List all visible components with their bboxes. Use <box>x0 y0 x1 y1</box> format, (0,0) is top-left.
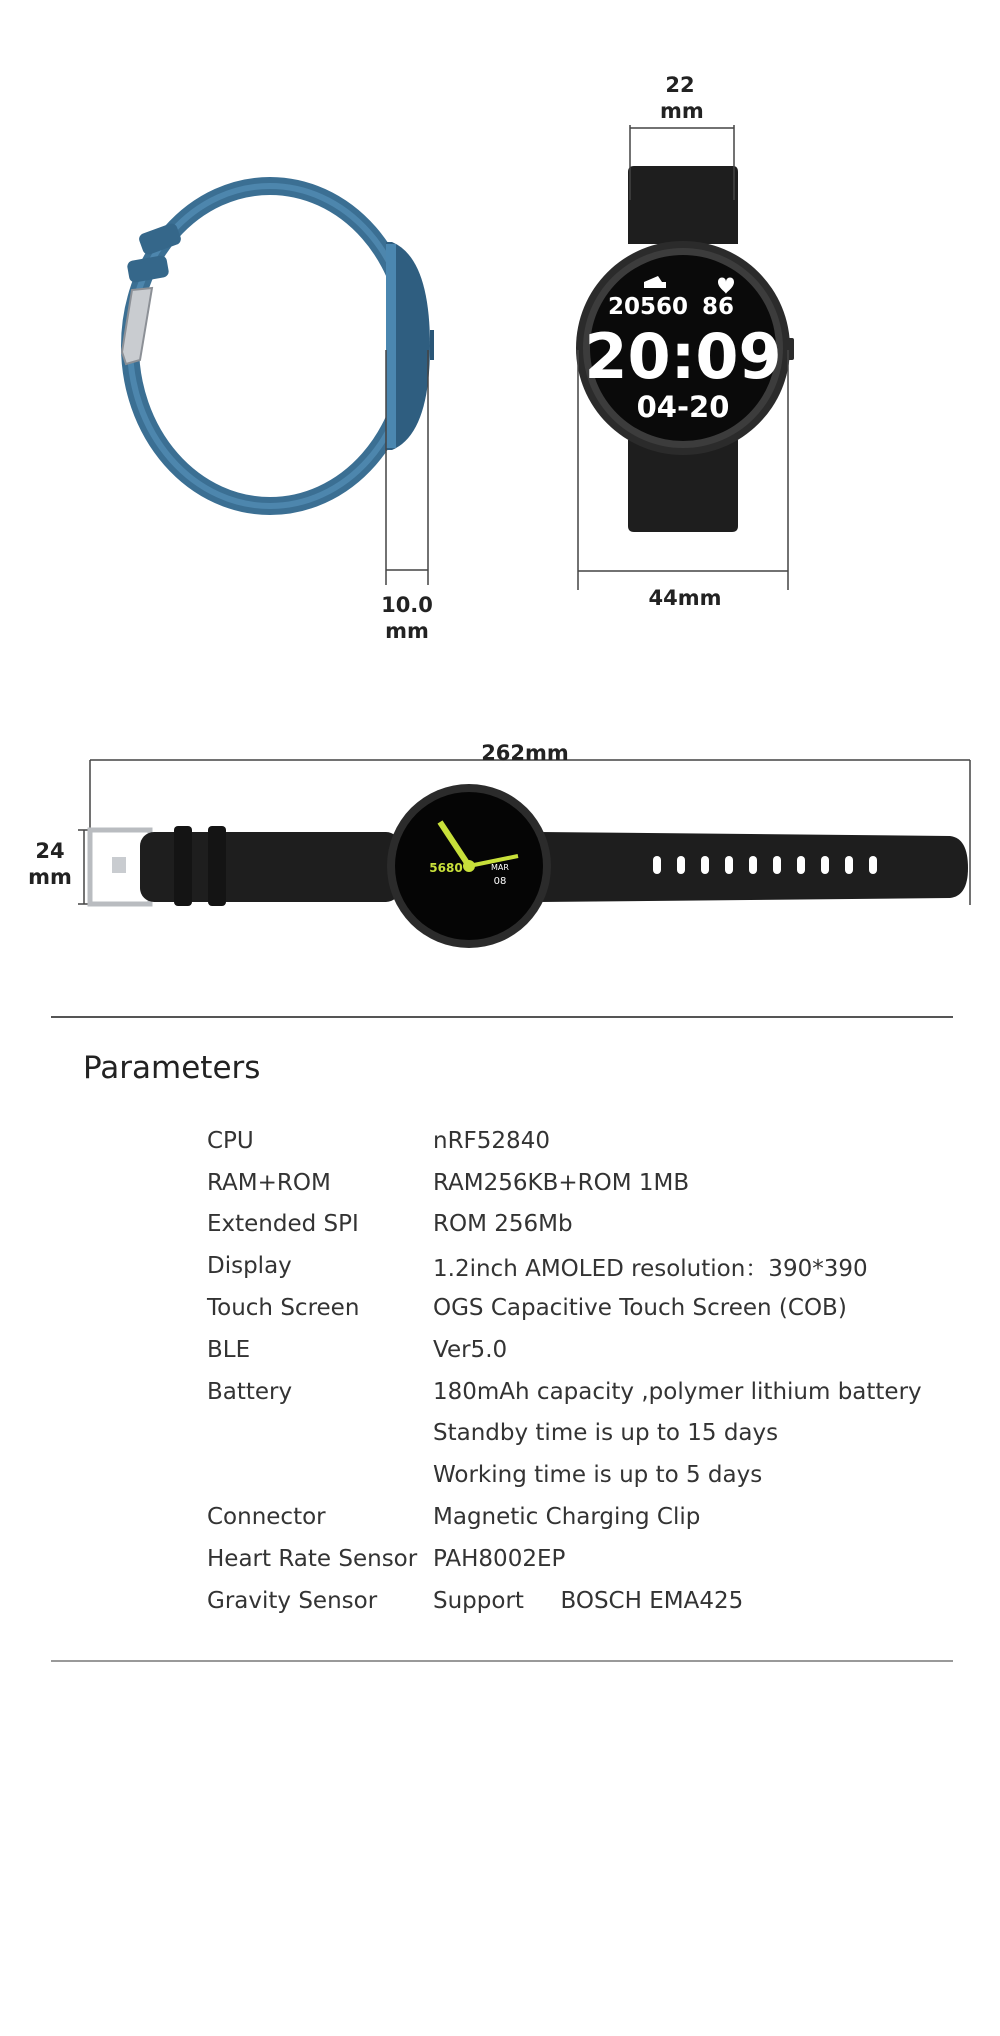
strap-hole <box>869 856 877 874</box>
parameter-row <box>207 1580 922 1622</box>
case-width-label: 44mm <box>648 586 722 610</box>
parameter-name: Touch Screen <box>207 1295 360 1322</box>
bottom-divider <box>51 1660 953 1662</box>
strap-hole <box>845 856 853 874</box>
parameter-name: RAM+ROM <box>207 1169 331 1196</box>
top-divider <box>51 1016 953 1018</box>
strap-watch-month: MAR <box>491 863 509 872</box>
strap-hole <box>653 856 661 874</box>
parameter-name: Heart Rate Sensor <box>207 1545 418 1572</box>
strap-hole <box>821 856 829 874</box>
parameter-row <box>207 1162 922 1204</box>
parameter-row <box>207 1329 922 1371</box>
parameter-value: ROM 256Mb <box>433 1211 573 1238</box>
parameter-name: BLE <box>207 1336 251 1363</box>
parameter-row <box>207 1538 922 1580</box>
watch-heart-rate: 86 <box>701 294 735 320</box>
watch-date: 04-20 <box>636 390 730 424</box>
parameters-table <box>207 1120 922 1622</box>
parameter-name: CPU <box>207 1127 254 1154</box>
parameter-row <box>207 1245 922 1287</box>
strap-watch-steps: 5680 <box>429 861 463 875</box>
thickness-label: 10.0 mm <box>381 593 433 643</box>
product-dimension-figure <box>0 0 1000 1000</box>
strap-hole <box>725 856 733 874</box>
parameter-value: Magnetic Charging Clip <box>433 1504 701 1531</box>
parameter-name: Gravity Sensor <box>207 1587 378 1614</box>
side-view-watch <box>122 186 434 506</box>
watch-steps: 20560 <box>607 294 689 320</box>
parameter-row <box>207 1413 922 1455</box>
parameter-value: Ver5.0 <box>433 1336 508 1363</box>
parameter-value: 1.2inch AMOLED resolution：390*390 <box>433 1255 868 1282</box>
strap-hole <box>701 856 709 874</box>
strap-hole <box>677 856 685 874</box>
watch-time: 20:09 <box>584 320 782 393</box>
parameter-value: Working time is up to 5 days <box>433 1462 763 1489</box>
strap-hole <box>773 856 781 874</box>
parameter-name: Connector <box>207 1504 326 1531</box>
strap-hole <box>797 856 805 874</box>
parameter-row <box>207 1120 922 1162</box>
parameter-value: Support BOSCH EMA425 <box>433 1587 744 1614</box>
parameter-value: nRF52840 <box>433 1127 550 1154</box>
parameter-name: Display <box>207 1253 292 1280</box>
strap-hole <box>749 856 757 874</box>
parameter-name: Battery <box>207 1378 293 1405</box>
parameter-row <box>207 1371 922 1413</box>
parameter-value: PAH8002EP <box>433 1545 566 1572</box>
flat-strap-watch <box>90 784 968 948</box>
strap-width-label: 24 mm <box>28 839 72 889</box>
parameters-title: Parameters <box>83 1050 261 1086</box>
strap-watch-day: 08 <box>493 876 507 887</box>
parameter-value: OGS Capacitive Touch Screen (COB) <box>433 1295 847 1322</box>
parameter-value: RAM256KB+ROM 1MB <box>433 1169 690 1196</box>
total-length-label: 262mm <box>481 741 569 765</box>
parameter-value: 180mAh capacity ,polymer lithium battery <box>433 1378 922 1405</box>
parameter-row <box>207 1204 922 1246</box>
parameter-value: Standby time is up to 15 days <box>433 1420 779 1447</box>
parameter-row <box>207 1287 922 1329</box>
parameter-row <box>207 1454 922 1496</box>
top-width-label: 22 mm <box>660 73 704 123</box>
parameter-name: Extended SPI <box>207 1211 359 1238</box>
parameter-row <box>207 1496 922 1538</box>
